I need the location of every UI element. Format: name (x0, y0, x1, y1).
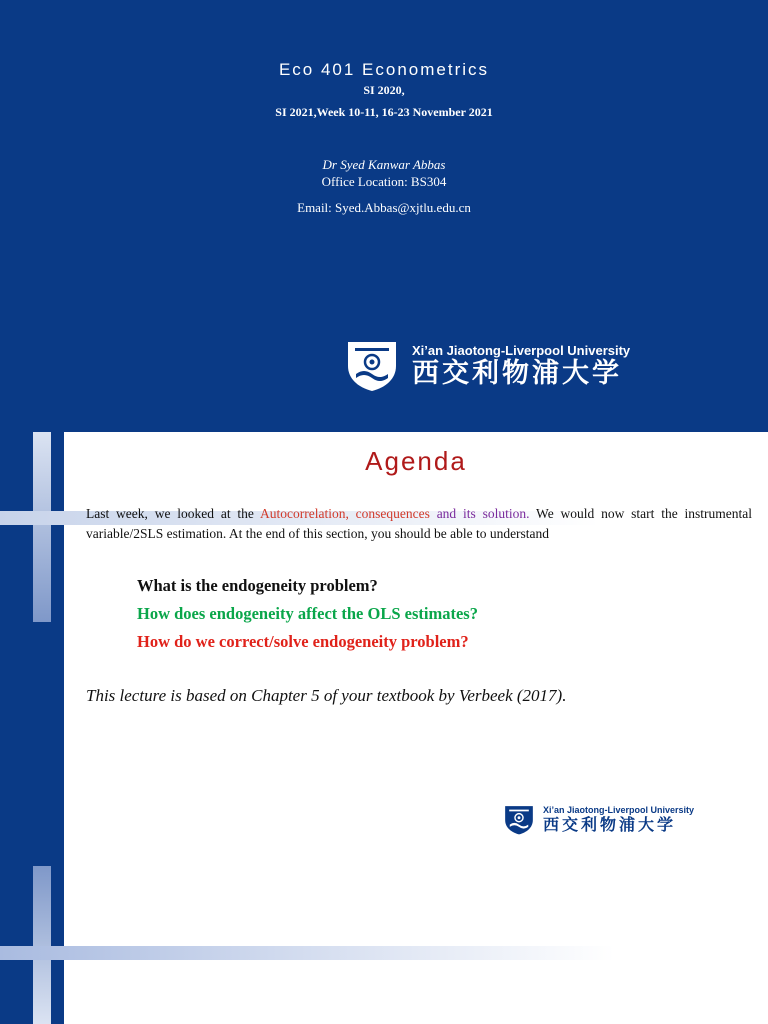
question-2: How does endogeneity affect the OLS estimates? (137, 604, 478, 623)
session-line-2: SI 2021,Week 10-11, 16-23 November 2021 (275, 105, 493, 119)
question-1: What is the endogeneity problem? (137, 576, 378, 595)
session-line-1: SI 2020, (363, 83, 405, 97)
horizontal-stripe-bottom (0, 946, 768, 960)
intro-highlight-red: Autocorrelation, consequences (259, 506, 430, 521)
agenda-title: Agenda (365, 446, 467, 476)
question-3: How do we correct/solve endogeneity problem? (137, 632, 469, 651)
email-address: Email: Syed.Abbas@xjtlu.edu.cn (297, 200, 471, 215)
vertical-stripe-top (33, 432, 51, 622)
university-logo-small (504, 805, 694, 835)
university-name-cn-small: 西交利物浦大学 (543, 815, 677, 834)
university-logo (346, 340, 630, 392)
intro-highlight-purple: and its solution. (429, 506, 530, 521)
agenda-slide (0, 432, 768, 1024)
university-name-en: Xi’an Jiaotong-Liverpool University (412, 342, 631, 358)
course-title: Eco 401 Econometrics (278, 60, 490, 79)
vertical-stripe-bottom (33, 866, 51, 1024)
lecturer-name: Dr Syed Kanwar Abbas (322, 157, 446, 172)
intro-text-end: We would now start the instrumental variable/2SLS estimation. At the end of this section, you should be able to understand (86, 506, 753, 541)
shield-crest-icon (504, 805, 534, 835)
shield-crest-icon (346, 340, 398, 392)
intro-text-start: Last week, we looked at the (86, 506, 260, 521)
textbook-note: This lecture is based on Chapter 5 of your textbook by Verbeek (2017). (86, 686, 567, 705)
university-name-en-small: Xi’an Jiaotong-Liverpool University (543, 805, 695, 815)
title-slide (0, 0, 768, 432)
university-name-cn: 西交利物浦大学 (412, 357, 622, 389)
office-location: Office Location: BS304 (321, 174, 447, 189)
intro-paragraph (86, 504, 752, 544)
